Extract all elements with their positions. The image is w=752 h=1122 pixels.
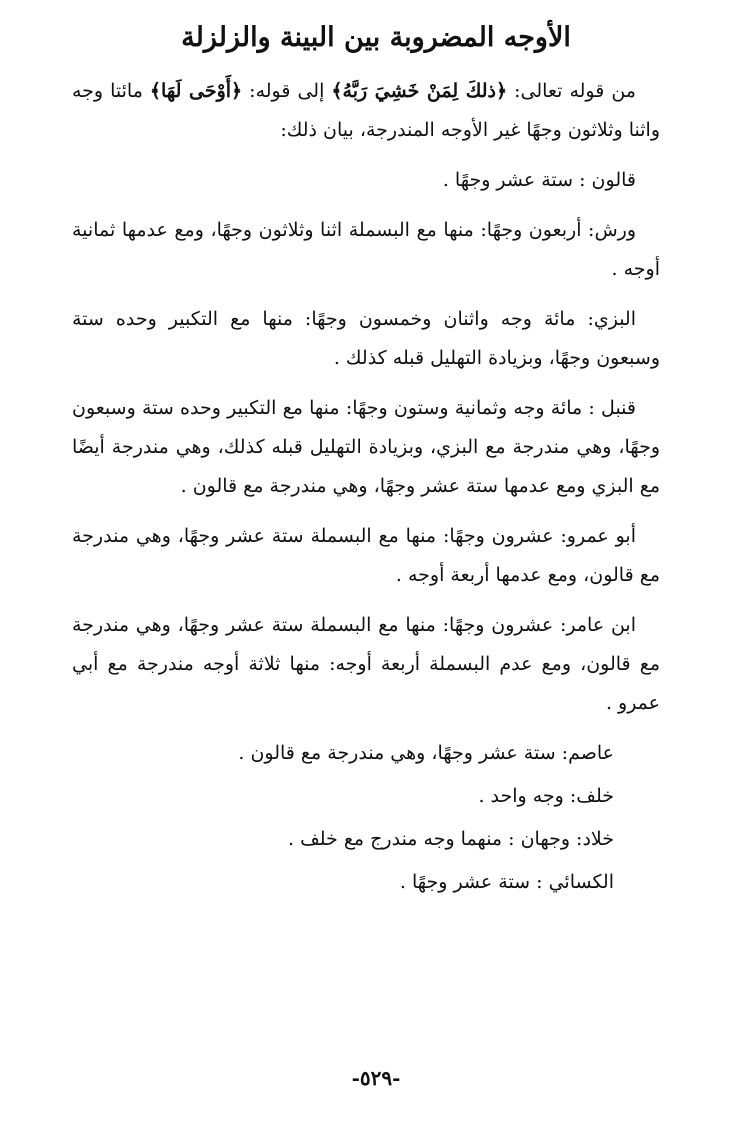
page-number: -٥٢٩- xyxy=(351,1066,401,1090)
intro-paragraph xyxy=(72,72,660,150)
reader-abu-amr: أبو عمرو: عشرون وجهًا: منها مع البسملة ستة عشر وجهًا، وهي مندرجة مع قالون، ومع عدمها أربعة أوجه . xyxy=(72,525,660,586)
reader-qunbul: قنبل : مائة وجه وثمانية وستون وجهًا: منها مع التكبير وحده ستة وسبعون وجهًا، وهي مندرجة مع البزي، وبزيادة التهليل قبله كذلك، وهي مندرجة أيضًا مع البزي ومع عدمها ستة عشر وجهًا، وهي مندرجة مع قالون . xyxy=(72,397,660,497)
intro-before: من قوله تعالى: xyxy=(507,80,636,102)
reader-warsh: ورش: أربعون وجهًا: منها مع البسملة اثنا وثلاثون وجهًا، ومع عدمها ثمانية أوجه . xyxy=(72,219,660,280)
reader-bazzi: البزي: مائة وجه واثنان وخمسون وجهًا: منها مع التكبير وحده ستة وسبعون وجهًا، وبزيادة التهليل قبله كذلك . xyxy=(72,308,660,369)
reader-qalun: قالون : ستة عشر وجهًا . xyxy=(442,169,636,191)
quran-quote-start: ﴿ذلكَ لِمَنْ خَشِيَ رَبَّهُ﴾ xyxy=(331,80,508,102)
intro-after: مائتا وجه واثنا وثلاثون وجهًا غير الأوجه المندرجة، بيان ذلك: xyxy=(72,80,660,141)
reader-kisai: الكسائي : ستة عشر وجهًا . xyxy=(399,871,614,893)
reader-khalaf: خلف: وجه واحد . xyxy=(478,785,614,807)
page-title: الأوجه المضروبة بين البينة والزلزلة xyxy=(181,22,571,53)
intro-middle: إلى قوله: xyxy=(242,80,332,102)
reader-khallad: خلاد: وجهان : منهما وجه مندرج مع خلف . xyxy=(288,828,614,850)
page-body xyxy=(72,72,660,906)
quran-quote-end: ﴿أَوْحَى لَهَا﴾ xyxy=(149,80,243,102)
reader-asim: عاصم: ستة عشر وجهًا، وهي مندرجة مع قالون . xyxy=(238,742,614,764)
reader-ibn-amir: ابن عامر: عشرون وجهًا: منها مع البسملة ستة عشر وجهًا، وهي مندرجة مع قالون، ومع عدم البسملة أربعة أوجه: منها ثلاثة أوجه مندرجة مع أبي عمرو . xyxy=(72,614,660,714)
